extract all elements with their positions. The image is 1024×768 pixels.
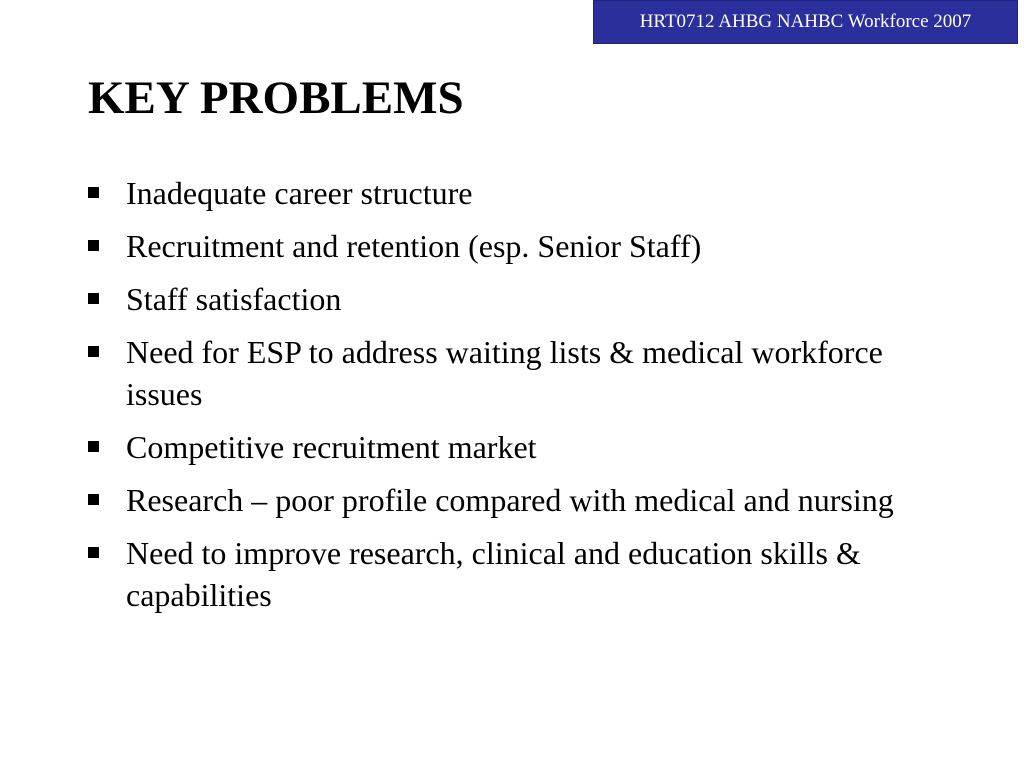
bullet-item <box>88 426 928 468</box>
bullet-item <box>88 331 928 415</box>
bullet-text: Inadequate career structure <box>126 175 473 211</box>
bullet-text: Research – poor profile compared with medical and nursing <box>126 482 894 518</box>
bullet-item <box>88 532 928 616</box>
bullet-list <box>88 172 928 627</box>
bullet-text: Competitive recruitment market <box>126 429 537 465</box>
bullet-text: Recruitment and retention (esp. Senior Staff) <box>126 228 702 264</box>
bullet-item <box>88 479 928 521</box>
bullet-text: Staff satisfaction <box>126 281 342 317</box>
bullet-item <box>88 278 928 320</box>
square-bullet-icon <box>88 346 99 357</box>
square-bullet-icon <box>88 547 99 558</box>
bullet-text: Need to improve research, clinical and education skills & capabilities <box>126 535 861 613</box>
square-bullet-icon <box>88 187 99 198</box>
square-bullet-icon <box>88 494 99 505</box>
header-badge-text: HRT0712 AHBG NAHBC Workforce 2007 <box>639 11 972 32</box>
header-badge <box>593 0 1018 44</box>
square-bullet-icon <box>88 441 99 452</box>
square-bullet-icon <box>88 240 99 251</box>
slide-title: KEY PROBLEMS <box>88 72 464 124</box>
bullet-item <box>88 172 928 214</box>
bullet-text: Need for ESP to address waiting lists & medical workforce issues <box>126 334 883 412</box>
bullet-item <box>88 225 928 267</box>
square-bullet-icon <box>88 293 99 304</box>
